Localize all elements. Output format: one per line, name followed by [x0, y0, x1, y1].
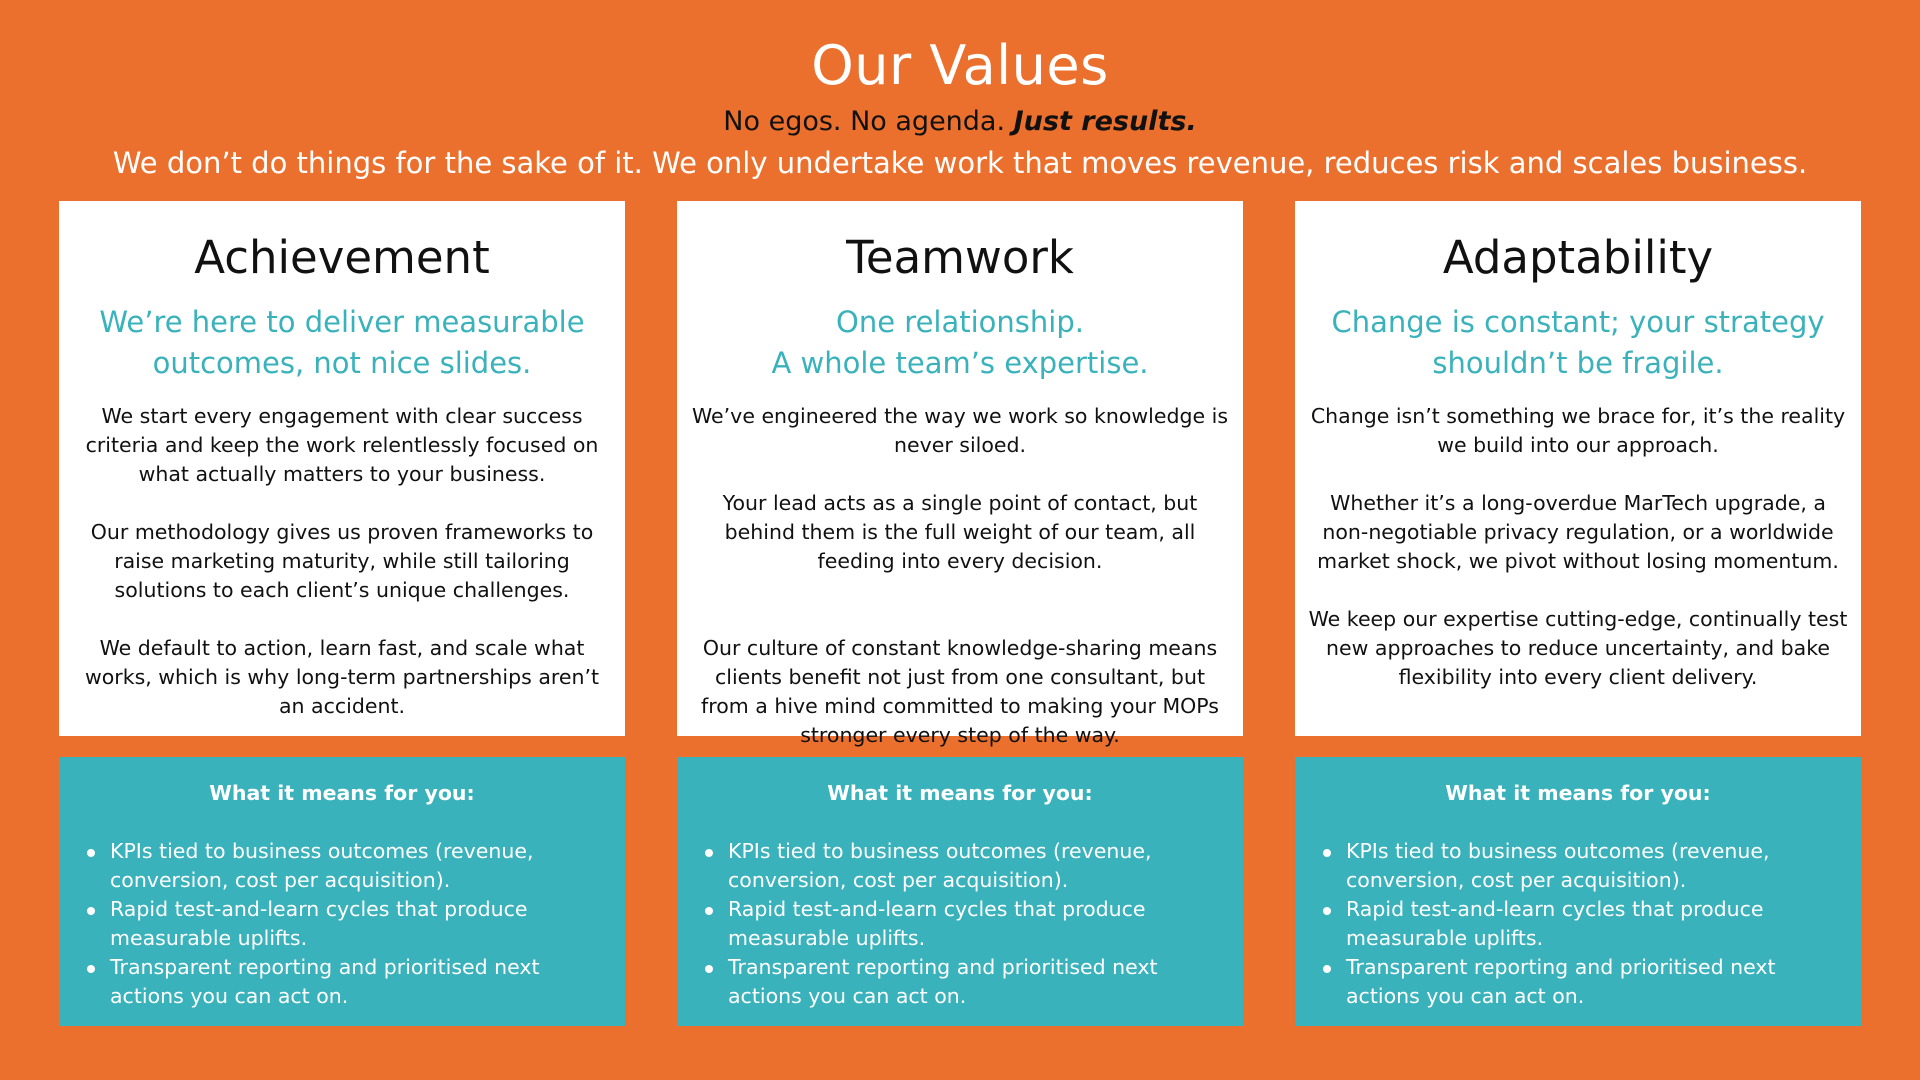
value-card-adaptability	[1295, 201, 1861, 736]
value-description	[1308, 402, 1848, 692]
value-subtitle-line: shouldn’t be fragile.	[1432, 346, 1724, 380]
value-subtitle-line: One relationship.	[836, 305, 1084, 339]
value-paragraph: Our methodology gives us proven frameworks to raise marketing maturity, while still tailoring solutions to each client’s unique challenges.	[90, 520, 594, 602]
benefits-panel-teamwork	[677, 757, 1243, 1026]
benefit-item: Rapid test-and-learn cycles that produce measurable uplifts.	[110, 895, 580, 953]
benefit-item: Rapid test-and-learn cycles that produce measurable uplifts.	[728, 895, 1198, 953]
benefit-item: Transparent reporting and prioritised next actions you can act on.	[110, 953, 580, 1011]
value-subtitle-line: Change is constant; your strategy	[1331, 305, 1825, 339]
page-title: Our Values	[811, 34, 1109, 97]
benefits-heading: What it means for you:	[1445, 781, 1711, 805]
benefits-list	[677, 837, 1198, 1011]
value-paragraph: Whether it’s a long-overdue MarTech upgrade, a non-negotiable privacy regulation, or a worldwide market shock, we pivot without losing momentum.	[1317, 491, 1839, 573]
value-card-teamwork	[677, 201, 1243, 747]
benefits-heading: What it means for you:	[209, 781, 475, 805]
value-paragraph: We default to action, learn fast, and scale what works, which is why long-term partnerships aren’t an accident.	[84, 636, 600, 718]
value-subtitle-line: A whole team’s expertise.	[771, 346, 1149, 380]
value-paragraph: We’ve engineered the way we work so knowledge is never siloed.	[691, 404, 1228, 457]
mission-statement: We don’t do things for the sake of it. We only undertake work that moves revenue, reduces risk and scales business.	[112, 146, 1808, 180]
benefit-item: KPIs tied to business outcomes (revenue, conversion, cost per acquisition).	[1346, 837, 1816, 895]
value-paragraph: We start every engagement with clear success criteria and keep the work relentlessly focused on what actually matters to your business.	[85, 404, 599, 486]
value-title: Achievement	[194, 231, 490, 284]
tagline-plain: No egos. No agenda.	[723, 106, 1014, 137]
value-description	[72, 402, 612, 721]
value-paragraph: Our culture of constant knowledge-sharing means clients benefit not just from one consultant, but from a hive mind committed to making your MOPs stronger every step of the way.	[701, 636, 1219, 747]
benefit-item: KPIs tied to business outcomes (revenue, conversion, cost per acquisition).	[728, 837, 1198, 895]
value-subtitle-line: outcomes, not nice slides.	[152, 346, 532, 380]
benefits-heading: What it means for you:	[827, 781, 1093, 805]
value-title: Teamwork	[846, 231, 1074, 284]
value-subtitle	[710, 302, 1210, 384]
benefits-list	[59, 837, 580, 1011]
value-subtitle-line: We’re here to deliver measurable	[99, 305, 585, 339]
benefits-panel-achievement	[59, 757, 625, 1026]
value-description	[690, 402, 1230, 750]
value-title: Adaptability	[1442, 231, 1714, 284]
value-paragraph: We keep our expertise cutting-edge, continually test new approaches to reduce uncertainty, and bake flexibility into every client delivery.	[1308, 607, 1848, 689]
benefit-item: KPIs tied to business outcomes (revenue, conversion, cost per acquisition).	[110, 837, 580, 895]
benefit-item: Transparent reporting and prioritised next actions you can act on.	[728, 953, 1198, 1011]
value-paragraph: Your lead acts as a single point of contact, but behind them is the full weight of our team, all feeding into every decision.	[722, 491, 1198, 573]
benefits-list	[1295, 837, 1816, 1011]
tagline-emphasis: Just results.	[1013, 106, 1197, 137]
value-card-achievement	[59, 201, 625, 736]
value-subtitle	[1328, 302, 1828, 384]
value-paragraph: Change isn’t something we brace for, it’s the reality we build into our approach.	[1310, 404, 1846, 457]
benefits-panel-adaptability	[1295, 757, 1861, 1026]
tagline	[0, 106, 1920, 137]
benefit-item: Rapid test-and-learn cycles that produce measurable uplifts.	[1346, 895, 1816, 953]
value-subtitle	[92, 302, 592, 384]
benefit-item: Transparent reporting and prioritised next actions you can act on.	[1346, 953, 1816, 1011]
